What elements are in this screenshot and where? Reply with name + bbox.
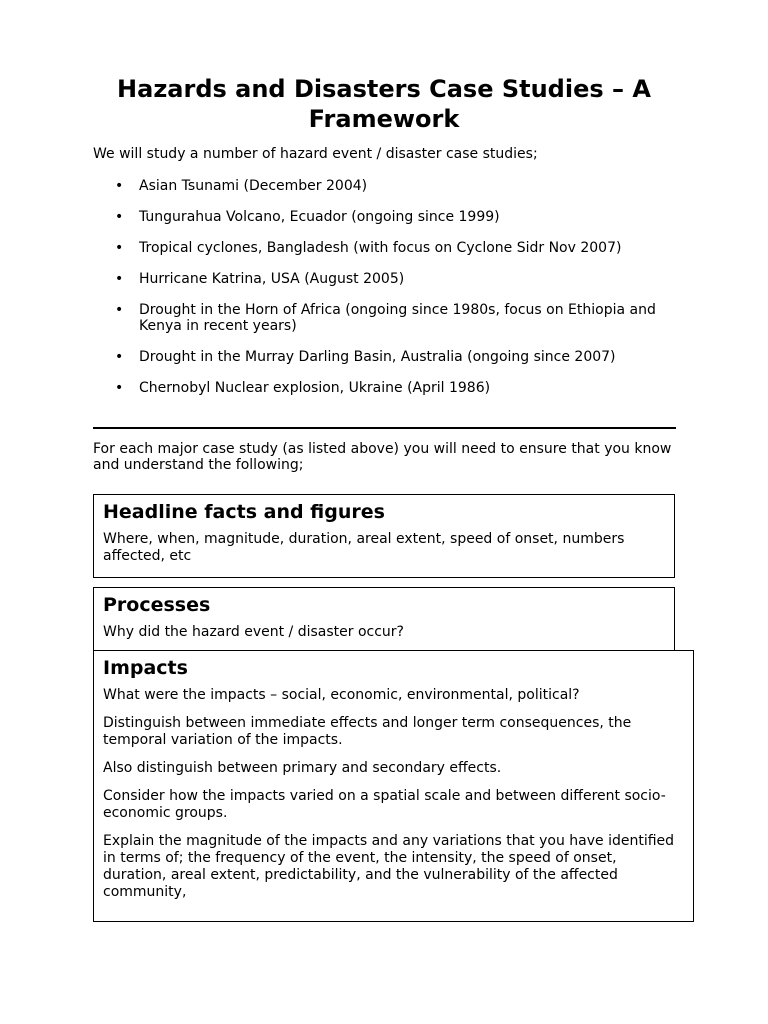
section-text: Consider how the impacts varied on a spatial scale and between different socio-economic groups. [103, 788, 666, 821]
list-item: • Drought in the Murray Darling Basin, Australia (ongoing since 2007) [93, 349, 693, 365]
intro-text: We will study a number of hazard event / disaster case studies; [93, 146, 538, 162]
section-heading: Processes [103, 594, 211, 616]
page-title: Hazards and Disasters Case Studies – A Framework [117, 75, 651, 133]
section-text: What were the impacts – social, economic, environmental, political? [103, 687, 580, 703]
list-item: • Asian Tsunami (December 2004) [93, 178, 693, 194]
case-study-list [93, 178, 693, 411]
list-item: • Hurricane Katrina, USA (August 2005) [93, 271, 693, 287]
section-text: Also distinguish between primary and secondary effects. [103, 760, 502, 776]
section-text: Where, when, magnitude, duration, areal extent, speed of onset, numbers affected, etc [103, 531, 625, 564]
section-text: Why did the hazard event / disaster occur? [103, 624, 404, 640]
list-item: • Tungurahua Volcano, Ecuador (ongoing since 1999) [93, 209, 693, 225]
section-text: Distinguish between immediate effects and longer term consequences, the temporal variation of the impacts. [103, 715, 632, 748]
list-item: • Chernobyl Nuclear explosion, Ukraine (April 1986) [93, 380, 693, 396]
list-item: • Tropical cyclones, Bangladesh (with focus on Cyclone Sidr Nov 2007) [93, 240, 693, 256]
section-text: Explain the magnitude of the impacts and any variations that you have identified in terms of; the frequency of the event, the intensity, the speed of onset, duration, areal extent, predictability, and the vulnerability of the affected community, [103, 833, 675, 900]
horizontal-divider [93, 427, 676, 429]
section-heading: Impacts [103, 657, 188, 679]
requirements-intro: For each major case study (as listed above) you will need to ensure that you know and understand the following; [93, 441, 672, 473]
list-item: • Drought in the Horn of Africa (ongoing since 1980s, focus on Ethiopia and Kenya in recent years) [93, 302, 693, 334]
section-heading: Headline facts and figures [103, 501, 385, 523]
headline-facts-box [93, 494, 675, 578]
processes-box [93, 587, 675, 657]
impacts-box [93, 650, 694, 922]
